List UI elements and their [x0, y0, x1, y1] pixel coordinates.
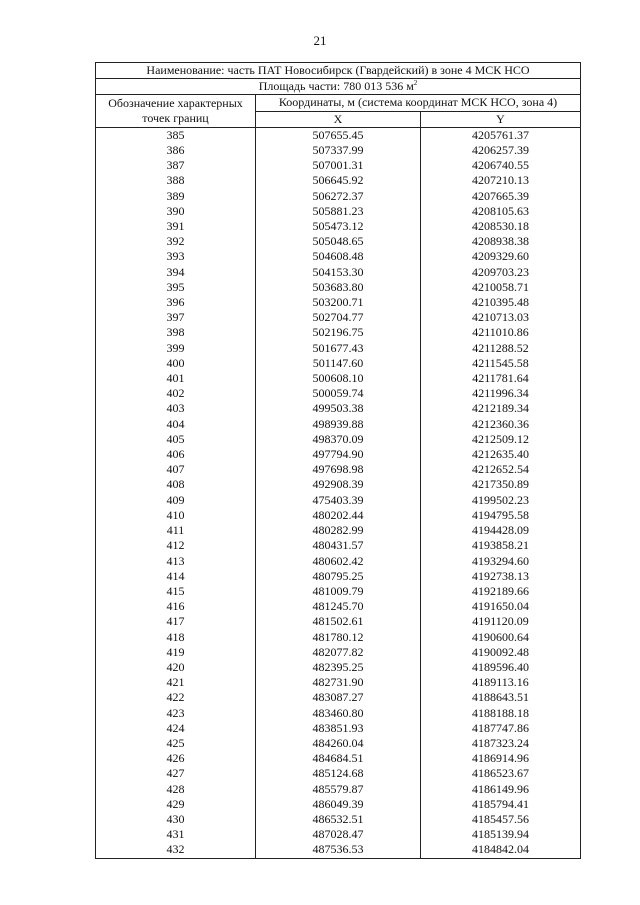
- point-number-cell: 417: [96, 614, 256, 629]
- table-row: [96, 341, 581, 356]
- y-coordinate-cell: 4189596.40: [421, 660, 581, 675]
- x-coordinate-cell: 485579.87: [256, 782, 421, 797]
- table-row: [96, 812, 581, 827]
- y-coordinate-cell: 4207210.13: [421, 173, 581, 188]
- y-coordinate-cell: 4211010.86: [421, 325, 581, 340]
- point-number-cell: 393: [96, 249, 256, 264]
- y-coordinate-cell: 4185139.94: [421, 827, 581, 842]
- table-title: Наименование: часть ПАТ Новосибирск (Гвардейский) в зоне 4 МСК НСО: [96, 63, 581, 79]
- table-row: [96, 493, 581, 508]
- y-coordinate-cell: 4191650.04: [421, 599, 581, 614]
- x-coordinate-cell: 482395.25: [256, 660, 421, 675]
- point-number-cell: 385: [96, 127, 256, 143]
- y-coordinate-cell: 4187323.24: [421, 736, 581, 751]
- point-number-cell: 420: [96, 660, 256, 675]
- y-coordinate-cell: 4206257.39: [421, 143, 581, 158]
- point-number-cell: 419: [96, 645, 256, 660]
- x-coordinate-cell: 483460.80: [256, 706, 421, 721]
- point-number-cell: 398: [96, 325, 256, 340]
- table-row: [96, 842, 581, 858]
- table-row: [96, 143, 581, 158]
- x-coordinate-cell: 497794.90: [256, 447, 421, 462]
- point-number-cell: 427: [96, 766, 256, 781]
- point-number-cell: 429: [96, 797, 256, 812]
- table-row: [96, 827, 581, 842]
- x-coordinate-cell: 507001.31: [256, 158, 421, 173]
- point-number-cell: 411: [96, 523, 256, 538]
- x-coordinate-cell: 480602.42: [256, 554, 421, 569]
- x-coordinate-cell: 484684.51: [256, 751, 421, 766]
- table-row: [96, 265, 581, 280]
- table-row: [96, 569, 581, 584]
- point-number-cell: 397: [96, 310, 256, 325]
- table-row: [96, 614, 581, 629]
- x-coordinate-cell: 480282.99: [256, 523, 421, 538]
- y-coordinate-cell: 4208530.18: [421, 219, 581, 234]
- x-coordinate-cell: 487028.47: [256, 827, 421, 842]
- table-row: [96, 508, 581, 523]
- x-coordinate-cell: 492908.39: [256, 477, 421, 492]
- table-row: [96, 204, 581, 219]
- x-coordinate-cell: 500059.74: [256, 386, 421, 401]
- x-coordinate-cell: 499503.38: [256, 401, 421, 416]
- table-row: [96, 310, 581, 325]
- x-coordinate-cell: 485124.68: [256, 766, 421, 781]
- y-coordinate-cell: 4210058.71: [421, 280, 581, 295]
- y-coordinate-cell: 4211545.58: [421, 356, 581, 371]
- x-coordinate-cell: 507655.45: [256, 127, 421, 143]
- point-number-cell: 391: [96, 219, 256, 234]
- point-number-cell: 407: [96, 462, 256, 477]
- y-coordinate-cell: 4187747.86: [421, 721, 581, 736]
- point-number-cell: 396: [96, 295, 256, 310]
- table-row: [96, 234, 581, 249]
- table-row: [96, 766, 581, 781]
- point-number-cell: 426: [96, 751, 256, 766]
- y-coordinate-cell: 4190600.64: [421, 630, 581, 645]
- table-row: [96, 189, 581, 204]
- point-number-cell: 388: [96, 173, 256, 188]
- point-number-cell: 423: [96, 706, 256, 721]
- y-coordinate-cell: 4188188.18: [421, 706, 581, 721]
- y-coordinate-cell: 4212360.36: [421, 417, 581, 432]
- y-coordinate-cell: 4199502.23: [421, 493, 581, 508]
- table-row: [96, 371, 581, 386]
- x-coordinate-cell: 504153.30: [256, 265, 421, 280]
- table-row: [96, 721, 581, 736]
- table-row: [96, 462, 581, 477]
- x-coordinate-cell: 501147.60: [256, 356, 421, 371]
- table-row: [96, 736, 581, 751]
- point-number-cell: 395: [96, 280, 256, 295]
- x-coordinate-cell: 480202.44: [256, 508, 421, 523]
- col-x-header: X: [256, 111, 421, 127]
- y-coordinate-cell: 4188643.51: [421, 690, 581, 705]
- point-number-cell: 406: [96, 447, 256, 462]
- table-row: [96, 782, 581, 797]
- col-y-header: Y: [421, 111, 581, 127]
- x-coordinate-cell: 505048.65: [256, 234, 421, 249]
- x-coordinate-cell: 483851.93: [256, 721, 421, 736]
- table-row: [96, 432, 581, 447]
- y-coordinate-cell: 4207665.39: [421, 189, 581, 204]
- point-number-cell: 389: [96, 189, 256, 204]
- table-row: [96, 599, 581, 614]
- y-coordinate-cell: 4210713.03: [421, 310, 581, 325]
- y-coordinate-cell: 4192738.13: [421, 569, 581, 584]
- table-row: [96, 523, 581, 538]
- point-number-cell: 432: [96, 842, 256, 858]
- table-row: [96, 325, 581, 340]
- coords-header: Координаты, м (система координат МСК НСО, зона 4): [256, 95, 581, 111]
- point-number-cell: 394: [96, 265, 256, 280]
- point-number-cell: 405: [96, 432, 256, 447]
- y-coordinate-cell: 4211996.34: [421, 386, 581, 401]
- table-row: [96, 386, 581, 401]
- point-number-cell: 409: [96, 493, 256, 508]
- table-row: [96, 675, 581, 690]
- y-coordinate-cell: 4211781.64: [421, 371, 581, 386]
- x-coordinate-cell: 506272.37: [256, 189, 421, 204]
- point-number-cell: 430: [96, 812, 256, 827]
- y-coordinate-cell: 4194795.58: [421, 508, 581, 523]
- y-coordinate-cell: 4186523.67: [421, 766, 581, 781]
- x-coordinate-cell: 505473.12: [256, 219, 421, 234]
- x-coordinate-cell: 502196.75: [256, 325, 421, 340]
- y-coordinate-cell: 4211288.52: [421, 341, 581, 356]
- point-number-cell: 431: [96, 827, 256, 842]
- x-coordinate-cell: 481245.70: [256, 599, 421, 614]
- y-coordinate-cell: 4186914.96: [421, 751, 581, 766]
- y-coordinate-cell: 4209329.60: [421, 249, 581, 264]
- table-row: [96, 630, 581, 645]
- y-coordinate-cell: 4193294.60: [421, 554, 581, 569]
- x-coordinate-cell: 505881.23: [256, 204, 421, 219]
- point-number-cell: 428: [96, 782, 256, 797]
- x-coordinate-cell: 486532.51: [256, 812, 421, 827]
- table-row: [96, 554, 581, 569]
- y-coordinate-cell: 4212189.34: [421, 401, 581, 416]
- y-coordinate-cell: 4193858.21: [421, 538, 581, 553]
- y-coordinate-cell: 4212635.40: [421, 447, 581, 462]
- x-coordinate-cell: 504608.48: [256, 249, 421, 264]
- x-coordinate-cell: 481009.79: [256, 584, 421, 599]
- point-number-cell: 387: [96, 158, 256, 173]
- area-label: [96, 79, 581, 95]
- page-number: 21: [313, 33, 327, 48]
- y-coordinate-cell: 4205761.37: [421, 127, 581, 143]
- x-coordinate-cell: 486049.39: [256, 797, 421, 812]
- point-number-cell: 425: [96, 736, 256, 751]
- table-row: [96, 356, 581, 371]
- x-coordinate-cell: 507337.99: [256, 143, 421, 158]
- point-number-cell: 416: [96, 599, 256, 614]
- point-number-cell: 410: [96, 508, 256, 523]
- point-number-cell: 408: [96, 477, 256, 492]
- y-coordinate-cell: 4185794.41: [421, 797, 581, 812]
- x-coordinate-cell: 480431.57: [256, 538, 421, 553]
- point-number-cell: 390: [96, 204, 256, 219]
- x-coordinate-cell: 497698.98: [256, 462, 421, 477]
- area-unit-exponent: 2: [413, 79, 418, 88]
- point-number-cell: 412: [96, 538, 256, 553]
- table-row: [96, 797, 581, 812]
- x-coordinate-cell: 484260.04: [256, 736, 421, 751]
- x-coordinate-cell: 498370.09: [256, 432, 421, 447]
- y-coordinate-cell: 4208105.63: [421, 204, 581, 219]
- point-number-cell: 386: [96, 143, 256, 158]
- x-coordinate-cell: 482731.90: [256, 675, 421, 690]
- y-coordinate-cell: 4212652.54: [421, 462, 581, 477]
- table-row: [96, 158, 581, 173]
- y-coordinate-cell: 4190092.48: [421, 645, 581, 660]
- point-number-cell: 403: [96, 401, 256, 416]
- col-points-header-line2: точек границ: [96, 111, 256, 127]
- x-coordinate-cell: 482077.82: [256, 645, 421, 660]
- table-row: [96, 660, 581, 675]
- x-coordinate-cell: 500608.10: [256, 371, 421, 386]
- table-row: [96, 477, 581, 492]
- col-points-header-line1: Обозначение характерных: [96, 95, 256, 111]
- table-row: [96, 249, 581, 264]
- table-row: [96, 295, 581, 310]
- y-coordinate-cell: 4210395.48: [421, 295, 581, 310]
- y-coordinate-cell: 4217350.89: [421, 477, 581, 492]
- x-coordinate-cell: 481502.61: [256, 614, 421, 629]
- point-number-cell: 424: [96, 721, 256, 736]
- point-number-cell: 414: [96, 569, 256, 584]
- table-row: [96, 645, 581, 660]
- y-coordinate-cell: 4209703.23: [421, 265, 581, 280]
- y-coordinate-cell: 4189113.16: [421, 675, 581, 690]
- x-coordinate-cell: 501677.43: [256, 341, 421, 356]
- point-number-cell: 422: [96, 690, 256, 705]
- point-number-cell: 421: [96, 675, 256, 690]
- x-coordinate-cell: 503683.80: [256, 280, 421, 295]
- table-row: [96, 127, 581, 143]
- y-coordinate-cell: 4184842.04: [421, 842, 581, 858]
- y-coordinate-cell: 4194428.09: [421, 523, 581, 538]
- table-row: [96, 219, 581, 234]
- table-row: [96, 447, 581, 462]
- x-coordinate-cell: 481780.12: [256, 630, 421, 645]
- table-row: [96, 173, 581, 188]
- point-number-cell: 402: [96, 386, 256, 401]
- x-coordinate-cell: 475403.39: [256, 493, 421, 508]
- point-number-cell: 415: [96, 584, 256, 599]
- y-coordinate-cell: 4206740.55: [421, 158, 581, 173]
- x-coordinate-cell: 483087.27: [256, 690, 421, 705]
- point-number-cell: 413: [96, 554, 256, 569]
- y-coordinate-cell: 4212509.12: [421, 432, 581, 447]
- coordinates-table: [95, 62, 581, 859]
- x-coordinate-cell: 506645.92: [256, 173, 421, 188]
- point-number-cell: 399: [96, 341, 256, 356]
- point-number-cell: 401: [96, 371, 256, 386]
- point-number-cell: 400: [96, 356, 256, 371]
- y-coordinate-cell: 4191120.09: [421, 614, 581, 629]
- x-coordinate-cell: 503200.71: [256, 295, 421, 310]
- table-row: [96, 584, 581, 599]
- y-coordinate-cell: 4185457.56: [421, 812, 581, 827]
- table-row: [96, 401, 581, 416]
- y-coordinate-cell: 4186149.96: [421, 782, 581, 797]
- table-row: [96, 690, 581, 705]
- x-coordinate-cell: 480795.25: [256, 569, 421, 584]
- table-row: [96, 706, 581, 721]
- table-row: [96, 751, 581, 766]
- table-row: [96, 417, 581, 432]
- x-coordinate-cell: 498939.88: [256, 417, 421, 432]
- x-coordinate-cell: 487536.53: [256, 842, 421, 858]
- y-coordinate-cell: 4208938.38: [421, 234, 581, 249]
- y-coordinate-cell: 4192189.66: [421, 584, 581, 599]
- table-row: [96, 538, 581, 553]
- point-number-cell: 392: [96, 234, 256, 249]
- area-value: Площадь части: 780 013 536 м: [258, 79, 414, 94]
- point-number-cell: 404: [96, 417, 256, 432]
- x-coordinate-cell: 502704.77: [256, 310, 421, 325]
- table-row: [96, 280, 581, 295]
- point-number-cell: 418: [96, 630, 256, 645]
